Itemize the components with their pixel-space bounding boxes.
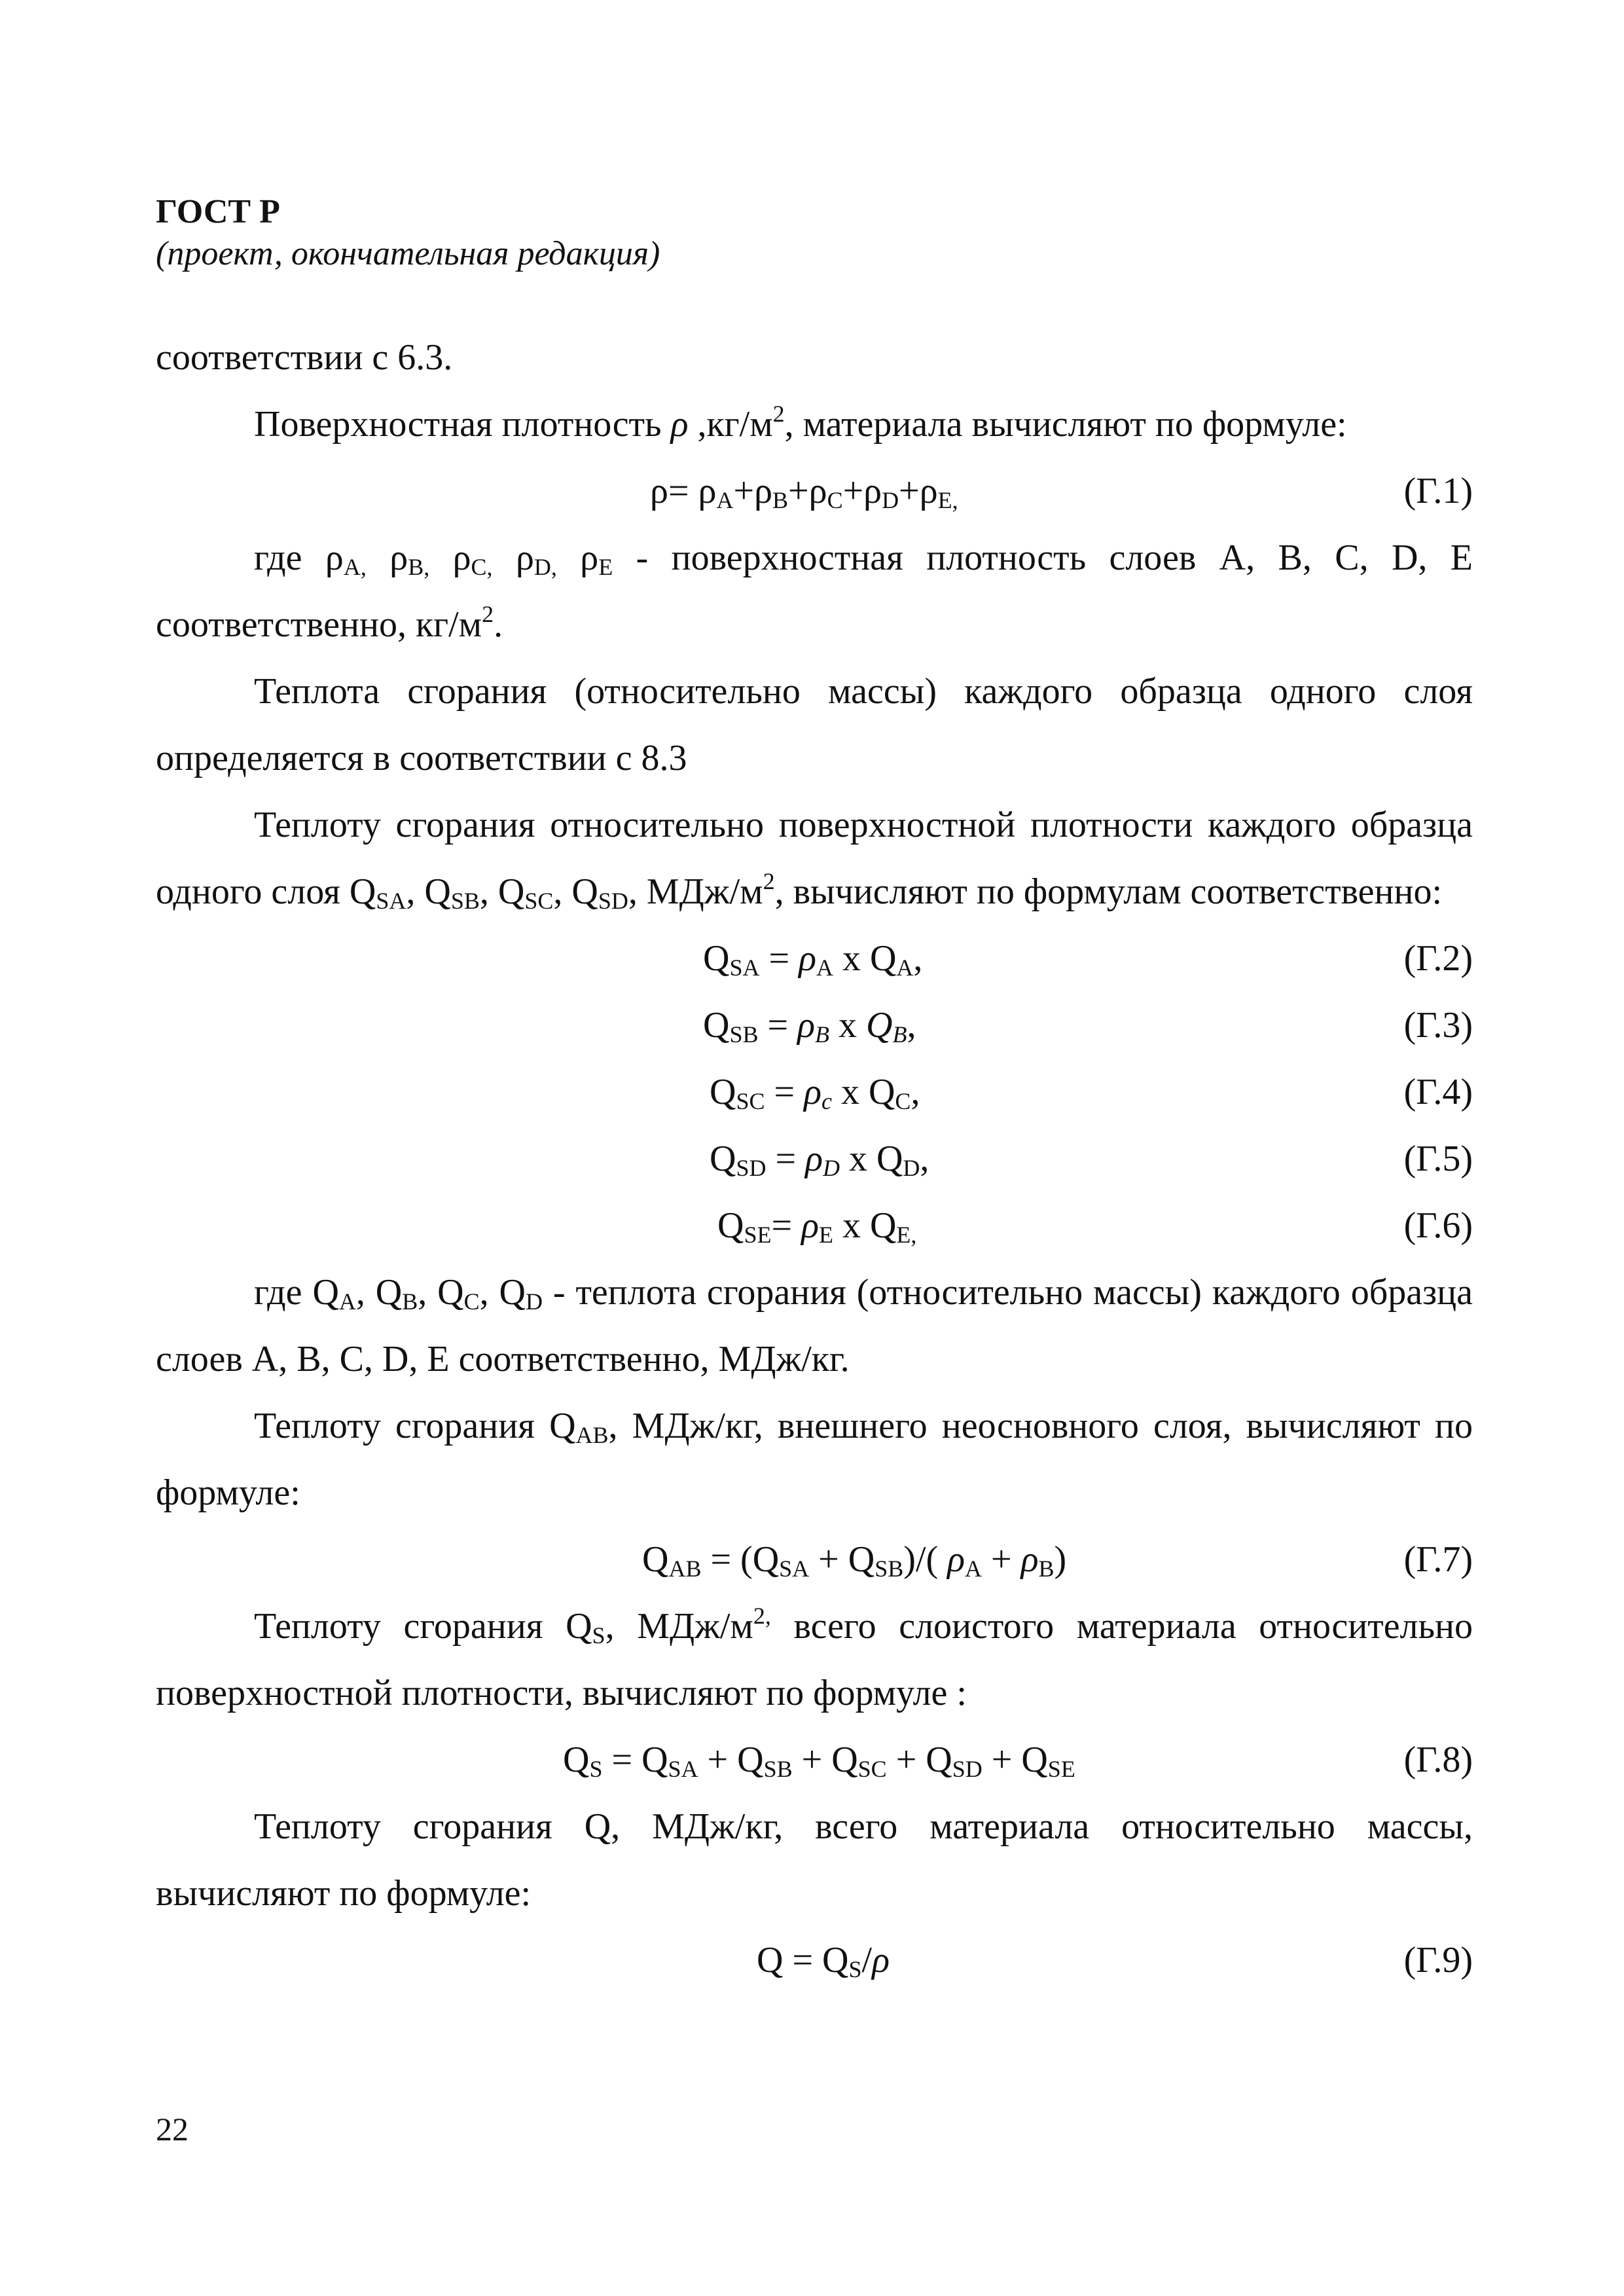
paragraph-outer-layer	[156, 1393, 1473, 1526]
paragraph-heat-of-combustion: Теплота сгорания (относительно массы) каждого образца одного слоя определяется в соответствии с 8.3	[156, 671, 1473, 778]
rho-symbol: ρ	[670, 404, 689, 445]
text: , вычисляют по формулам соответственно:	[774, 871, 1443, 912]
equation-number: (Г.1)	[1403, 471, 1473, 511]
paragraph-surface-density	[156, 391, 1473, 458]
equation-number: (Г.8)	[1403, 1740, 1473, 1780]
superscript: 2,	[753, 1603, 771, 1629]
equation-formula: $Q_{AB} = (Q_{SA} + Q_{SB})/$( $\rho_A + \rho_B$)	[642, 1539, 1067, 1582]
equation-formula: $Q_{SD} = \rho_D$ x $Q_D$,	[710, 1139, 929, 1181]
equation-formula: $Q_S = Q_{SA} + Q_{SB} + Q_{SC} + Q_{SD} + Q_{SE}$	[563, 1740, 1075, 1782]
standard-title: ГОСТ Р	[156, 193, 280, 230]
q-list: $Q_A$, $Q_B$, $Q_C$, $Q_D$	[312, 1272, 543, 1315]
equation-formula: $Q_{SC} = \rho_c$ x $Q_C$,	[710, 1072, 920, 1114]
equation-formula: $\rho= \rho_A+\rho_B+\rho_C+\rho_D+\rho_{E,}$	[650, 471, 958, 513]
equation-g8	[156, 1726, 1473, 1793]
text: , МДж/м	[605, 1606, 753, 1647]
text: ,кг/м	[688, 404, 773, 445]
equation-number: (Г.5)	[1403, 1139, 1473, 1179]
text: .	[494, 604, 503, 645]
paragraph-continuation: соответствии с 6.3.	[156, 337, 453, 378]
equation-formula: $Q_{SB} = \rho_B$ x $Q_B$,	[703, 1005, 916, 1048]
text: - теплота сгорания (относительно массы) каждого образца слоев A, B, C, D, E соответственно, МДж/кг.	[156, 1272, 1473, 1379]
q-symbol: $Q_{AB}$	[549, 1406, 609, 1448]
q-symbol: $Q_S$	[566, 1606, 605, 1649]
equation-formula: $Q_{SE}= \rho_E$ x $Q_{E,}$	[717, 1205, 917, 1248]
text: Теплоту сгорания	[254, 1606, 566, 1647]
equation-number: (Г.9)	[1403, 1940, 1473, 1980]
text: где	[254, 538, 325, 578]
text: - поверхностная плотность слоев A, B, C, D, E соответственно, кг/м	[156, 538, 1473, 645]
equation-formula: $Q_{SA} = \rho_A$ x $Q_A$,	[703, 938, 923, 981]
equation-number: (Г.7)	[1403, 1539, 1473, 1580]
q-list: $Q_{SA}$, $Q_{SB}$, $Q_{SC}$, $Q_{SD}$	[349, 871, 628, 914]
equation-g7	[156, 1526, 1473, 1593]
equation-g4	[156, 1059, 1473, 1125]
text: Теплоту сгорания относительно поверхностной плотности каждого образца одного слоя	[156, 805, 1473, 912]
superscript: 2	[772, 401, 785, 427]
text: Теплоту сгорания	[254, 1406, 550, 1446]
equation-number: (Г.3)	[1403, 1005, 1473, 1046]
text: , МДж/м	[628, 871, 763, 912]
equation-g1	[156, 458, 1473, 524]
equation-g2	[156, 925, 1473, 992]
equation-number: (Г.6)	[1403, 1205, 1473, 1246]
paragraph-total-material: Теплоту сгорания Q, МДж/кг, всего материала относительно массы, вычисляют по формуле:	[156, 1806, 1473, 1914]
equation-g5	[156, 1125, 1473, 1192]
page-number: 22	[156, 2111, 189, 2147]
equation-number: (Г.4)	[1403, 1072, 1473, 1112]
equation-g3	[156, 992, 1473, 1059]
text: где	[254, 1272, 313, 1313]
document-header	[156, 191, 660, 275]
equation-number: (Г.2)	[1403, 938, 1473, 979]
text: , МДж/кг, внешнего неосновного слоя, вычисляют по формуле:	[156, 1406, 1473, 1513]
text: , материала вычисляют по формуле:	[784, 404, 1347, 445]
paragraph-heat-per-area	[156, 792, 1473, 925]
equation-g9	[156, 1927, 1473, 1994]
text: Поверхностная плотность	[254, 404, 671, 445]
rho-list: $\rho_{A,}$ $\rho_{B,}$ $\rho_{C,}$ $\rho_{D,}$ $\rho_E$	[325, 538, 613, 580]
paragraph-where-q	[156, 1259, 1473, 1393]
paragraph-layered-material	[156, 1593, 1473, 1726]
paragraph-where-rho	[156, 524, 1473, 658]
equation-formula: $Q = Q_S/\rho$	[757, 1940, 890, 1982]
superscript: 2	[482, 601, 494, 627]
text: всего слоистого материала относительно поверхностной плотности, вычисляют по формуле :	[156, 1606, 1473, 1713]
document-body	[156, 324, 1473, 1994]
draft-status: (проект, окончательная редакция)	[156, 235, 660, 272]
equation-g6	[156, 1192, 1473, 1259]
superscript: 2	[763, 868, 775, 894]
